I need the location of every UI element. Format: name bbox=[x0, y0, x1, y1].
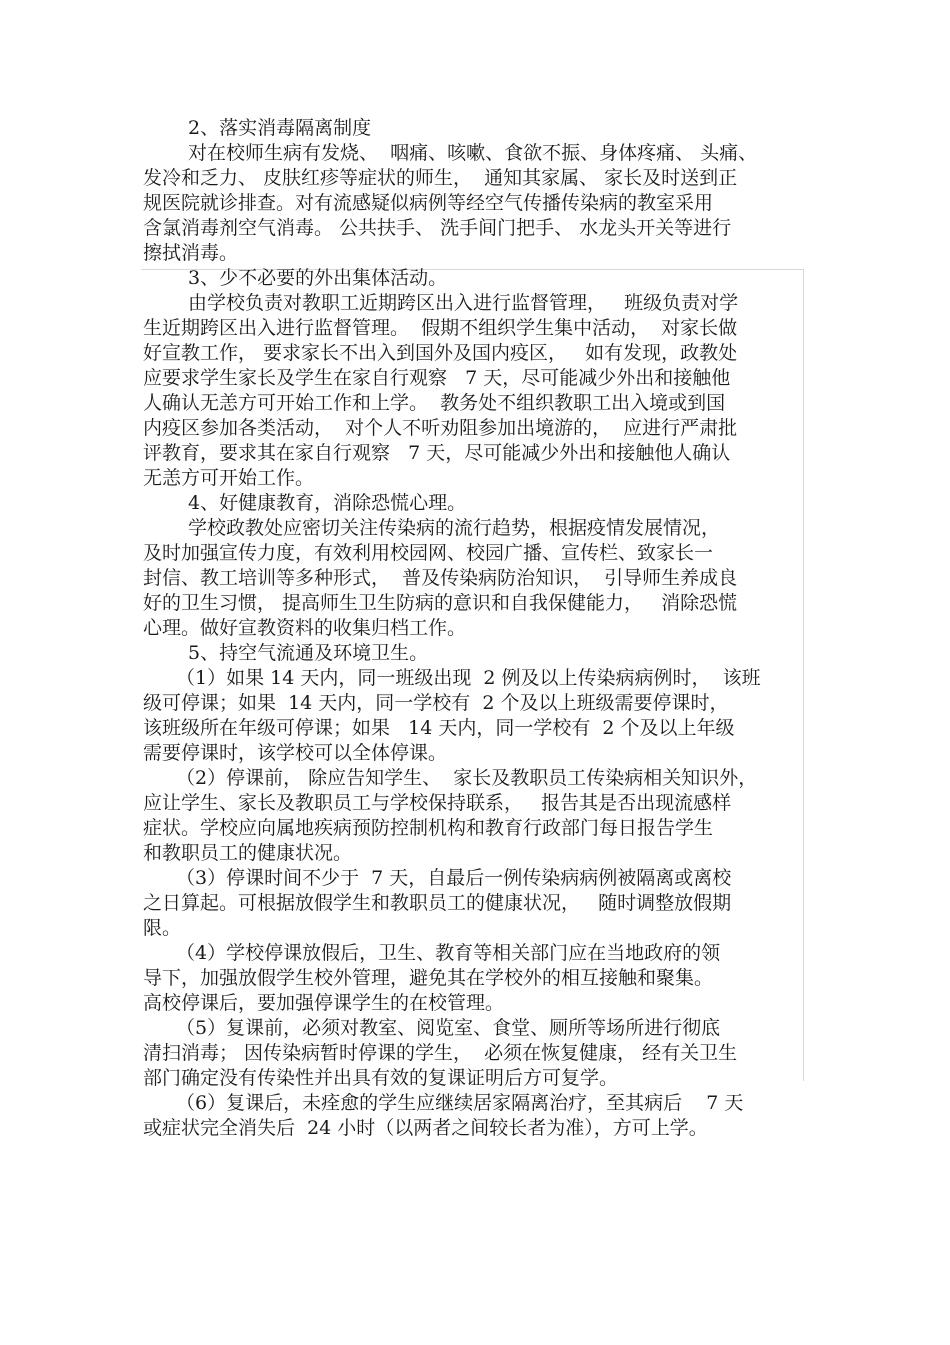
text-line: （5）复课前，必须对教室、阅览室、食堂、厕所等场所进行彻底 bbox=[176, 1017, 721, 1039]
text-line: 好宣教工作， 要求家长不出入到国外及国内疫区， 如有发现，政教处 bbox=[143, 342, 738, 364]
text-line: 封信、教工培训等多种形式， 普及传染病防治知识， 引导师生养成良 bbox=[143, 567, 738, 589]
text-line: 无恙方可开始工作。 bbox=[143, 467, 315, 489]
text-line: 擦拭消毒。 bbox=[143, 242, 239, 264]
text-line: 4、好健康教育，消除恐慌心理。 bbox=[188, 492, 467, 514]
text-line: （3）停课时间不少于 7 天，自最后一例传染病病例被隔离或离校 bbox=[176, 867, 732, 889]
text-line: 限。 bbox=[143, 917, 182, 939]
text-line: 导下，加强放假学生校外管理，避免其在学校外的相互接触和聚集。 bbox=[143, 967, 714, 989]
text-line: 高校停课后，要加强停课学生的在校管理。 bbox=[143, 992, 505, 1014]
text-line: 该班级所在年级可停课；如果 14 天内，同一学校有 2 个及以上年级 bbox=[143, 717, 735, 739]
text-line: 部门确定没有传染性并出具有效的复课证明后方可复学。 bbox=[143, 1067, 619, 1089]
text-line: 由学校负责对教职工近期跨区出入进行监督管理， 班级负责对学 bbox=[188, 292, 739, 314]
text-line: 含氯消毒剂空气消毒。 公共扶手、 洗手间门把手、 水龙头开关等进行 bbox=[143, 217, 732, 239]
text-line: 好的卫生习惯， 提高师生卫生防病的意识和自我保健能力， 消除恐慌 bbox=[143, 592, 738, 614]
text-line: 级可停课；如果 14 天内，同一学校有 2 个及以上班级需要停课时， bbox=[143, 692, 729, 714]
text-line: 内疫区参加各类活动， 对个人不听劝阻参加出境游的， 应进行严肃批 bbox=[143, 417, 738, 439]
text-line: 及时加强宣传力度，有效利用校园网、校园广播、宣传栏、致家长一 bbox=[143, 542, 714, 564]
text-line: （2）停课前， 除应告知学生、 家长及教职员工传染病相关知识外， bbox=[176, 767, 758, 789]
text-line: 发冷和乏力、 皮肤红疹等症状的师生， 通知其家属、 家长及时送到正 bbox=[143, 167, 738, 189]
text-line: 清扫消毒； 因传染病暂时停课的学生， 必须在恢复健康， 经有关卫生 bbox=[143, 1042, 738, 1064]
text-line: （1）如果 14 天内，同一班级出现 2 例及以上传染病病例时， 该班 bbox=[176, 667, 761, 689]
text-line: 5、持空气流通及环境卫生。 bbox=[188, 642, 429, 664]
text-line: 症状。学校应向属地疾病预防控制机构和教育行政部门每日报告学生 bbox=[143, 817, 714, 839]
text-line: 生近期跨区出入进行监督管理。 假期不组织学生集中活动， 对家长做 bbox=[143, 317, 738, 339]
text-line: 应让学生、家长及教职员工与学校保持联系， 报告其是否出现流感样 bbox=[143, 792, 732, 814]
text-line: 规医院就诊排查。对有流感疑似病例等经空气传播传染病的教室采用 bbox=[143, 192, 714, 214]
text-line: 3、少不必要的外出集体活动。 bbox=[188, 267, 448, 289]
text-line: 2、落实消毒隔离制度 bbox=[188, 117, 372, 139]
text-line: 需要停课时，该学校可以全体停课。 bbox=[143, 742, 448, 764]
text-line: （4）学校停课放假后，卫生、教育等相关部门应在当地政府的领 bbox=[176, 942, 721, 964]
text-line: 对在校师生病有发烧、 咽痛、咳嗽、食欲不振、身体疼痛、 头痛、 bbox=[188, 142, 758, 164]
text-line: 心理。做好宣教资料的收集归档工作。 bbox=[143, 617, 467, 639]
text-line: 和教职员工的健康状况。 bbox=[143, 842, 353, 864]
text-line: （6）复课后，未痊愈的学生应继续居家隔离治疗，至其病后 7 天 bbox=[176, 1092, 744, 1114]
text-line: 人确认无恙方可开始工作和上学。 教务处不组织教职工出入境或到国 bbox=[143, 392, 726, 414]
text-line: 之日算起。可根据放假学生和教职员工的健康状况， 随时调整放假期 bbox=[143, 892, 732, 914]
text-line: 学校政教处应密切关注传染病的流行趋势，根据疫情发展情况， bbox=[188, 517, 721, 539]
document-body bbox=[143, 116, 808, 1141]
text-line: 或症状完全消失后 24 小时（以两者之间较长者为准），方可上学。 bbox=[143, 1117, 708, 1139]
text-line: 评教育，要求其在家自行观察 7 天，尽可能减少外出和接触他人确认 bbox=[143, 442, 731, 464]
text-line: 应要求学生家长及学生在家自行观察 7 天，尽可能减少外出和接触他 bbox=[143, 367, 731, 389]
